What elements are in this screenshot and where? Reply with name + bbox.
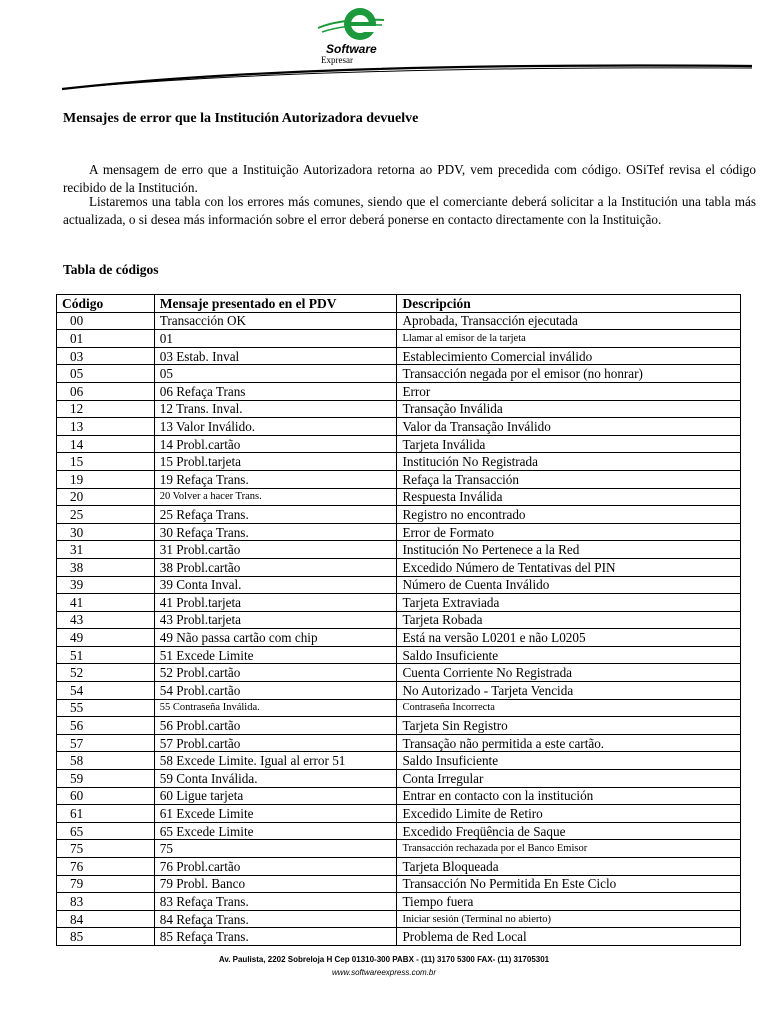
cell-code: 49: [57, 629, 155, 647]
table-row: [57, 611, 741, 629]
cell-description: Conta Irregular: [397, 770, 741, 788]
cell-code: 39: [57, 576, 155, 594]
cell-code: 83: [57, 893, 155, 911]
cell-code: 20: [57, 488, 155, 506]
cell-description: Institución No Pertenece a la Red: [397, 541, 741, 559]
cell-description: Iniciar sesión (Terminal no abierto): [397, 910, 741, 928]
cell-message: 75: [154, 840, 397, 858]
cell-message: 83 Refaça Trans.: [154, 893, 397, 911]
cell-description: Transacción negada por el emisor (no honrar): [397, 365, 741, 383]
table-row: [57, 858, 741, 876]
cell-message: 49 Não passa cartão com chip: [154, 629, 397, 647]
cell-message: 60 Ligue tarjeta: [154, 787, 397, 805]
cell-message: 06 Refaça Trans: [154, 382, 397, 400]
table-row: [57, 365, 741, 383]
cell-message: 25 Refaça Trans.: [154, 506, 397, 524]
table-row: [57, 330, 741, 348]
cell-description: Transacción rechazada por el Banco Emisor: [397, 840, 741, 858]
cell-message: 13 Valor Inválido.: [154, 418, 397, 436]
cell-code: 84: [57, 910, 155, 928]
cell-code: 43: [57, 611, 155, 629]
table-row: [57, 734, 741, 752]
cell-message: 56 Probl.cartão: [154, 717, 397, 735]
cell-code: 38: [57, 558, 155, 576]
table-row: [57, 664, 741, 682]
cell-description: Contraseña Incorrecta: [397, 699, 741, 717]
table-row: [57, 875, 741, 893]
cell-code: 13: [57, 418, 155, 436]
table-row: [57, 893, 741, 911]
cell-code: 58: [57, 752, 155, 770]
table-row: [57, 646, 741, 664]
cell-message: Transacción OK: [154, 312, 397, 330]
table-row: [57, 910, 741, 928]
brand-subtitle: Expresar: [321, 55, 353, 65]
cell-code: 55: [57, 699, 155, 717]
cell-message: 19 Refaça Trans.: [154, 470, 397, 488]
cell-code: 65: [57, 822, 155, 840]
cell-description: Transação não permitida a este cartão.: [397, 734, 741, 752]
header-swoosh-icon: [0, 58, 768, 92]
cell-description: Excedido Limite de Retiro: [397, 805, 741, 823]
table-title: Tabla de códigos: [63, 262, 159, 277]
table-header-row: [57, 295, 741, 313]
cell-code: 31: [57, 541, 155, 559]
cell-code: 41: [57, 594, 155, 612]
cell-code: 06: [57, 382, 155, 400]
cell-code: 57: [57, 734, 155, 752]
table-row: [57, 453, 741, 471]
table-row: [57, 717, 741, 735]
cell-description: Llamar al emisor de la tarjeta: [397, 330, 741, 348]
cell-message: 85 Refaça Trans.: [154, 928, 397, 946]
cell-description: Error: [397, 382, 741, 400]
table-row: [57, 312, 741, 330]
cell-message: 55 Contraseña Inválida.: [154, 699, 397, 717]
cell-message: 41 Probl.tarjeta: [154, 594, 397, 612]
table-row: [57, 682, 741, 700]
cell-description: No Autorizado - Tarjeta Vencida: [397, 682, 741, 700]
intro-paragraph-text: A mensagem de erro que a Instituição Autorizadora retorna ao PDV, vem precedida com código. OSiTef revisa el código recibido de la Institución.: [63, 162, 756, 195]
footer-website: www.softwareexpress.com.br: [331, 968, 437, 977]
cell-code: 14: [57, 435, 155, 453]
cell-code: 00: [57, 312, 155, 330]
table-row: [57, 822, 741, 840]
cell-message: 03 Estab. Inval: [154, 347, 397, 365]
cell-message: 15 Probl.tarjeta: [154, 453, 397, 471]
cell-message: 61 Excede Limite: [154, 805, 397, 823]
info-paragraph-text: Listaremos una tabla con los errores más comunes, siendo que el comerciante deberá solicitar a la Institución una tabla más actualizada, o si desea más información sobre el error deberá ponerse en contacto directamente con la Instituição.: [63, 194, 756, 227]
cell-message: 30 Refaça Trans.: [154, 523, 397, 541]
table-row: [57, 594, 741, 612]
cell-code: 12: [57, 400, 155, 418]
table-row: [57, 382, 741, 400]
cell-message: 31 Probl.cartão: [154, 541, 397, 559]
cell-code: 85: [57, 928, 155, 946]
info-paragraph: [63, 193, 756, 228]
cell-message: 54 Probl.cartão: [154, 682, 397, 700]
cell-code: 01: [57, 330, 155, 348]
cell-message: 58 Excede Limite. Igual al error 51: [154, 752, 397, 770]
table-row: [57, 629, 741, 647]
cell-description: Tarjeta Extraviada: [397, 594, 741, 612]
table-row: [57, 558, 741, 576]
table-row: [57, 506, 741, 524]
cell-code: 30: [57, 523, 155, 541]
cell-message: 39 Conta Inval.: [154, 576, 397, 594]
table-row: [57, 576, 741, 594]
table-row: [57, 805, 741, 823]
cell-code: 61: [57, 805, 155, 823]
table-row: [57, 787, 741, 805]
cell-description: Establecimiento Comercial inválido: [397, 347, 741, 365]
cell-code: 56: [57, 717, 155, 735]
cell-message: 38 Probl.cartão: [154, 558, 397, 576]
cell-code: 54: [57, 682, 155, 700]
cell-code: 51: [57, 646, 155, 664]
table-row: [57, 699, 741, 717]
cell-message: 20 Volver a hacer Trans.: [154, 488, 397, 506]
table-body: [57, 312, 741, 945]
cell-message: 65 Excede Limite: [154, 822, 397, 840]
table-row: [57, 770, 741, 788]
page-header: [0, 0, 768, 100]
cell-description: Tiempo fuera: [397, 893, 741, 911]
cell-description: Cuenta Corriente No Registrada: [397, 664, 741, 682]
cell-code: 75: [57, 840, 155, 858]
cell-description: Saldo Insuficiente: [397, 752, 741, 770]
table-row: [57, 752, 741, 770]
cell-message: 14 Probl.cartão: [154, 435, 397, 453]
cell-code: 60: [57, 787, 155, 805]
cell-description: Registro no encontrado: [397, 506, 741, 524]
header-code: Código: [57, 295, 155, 313]
cell-code: 03: [57, 347, 155, 365]
table-row: [57, 400, 741, 418]
cell-message: 05: [154, 365, 397, 383]
cell-description: Problema de Red Local: [397, 928, 741, 946]
cell-description: Institución No Registrada: [397, 453, 741, 471]
cell-code: 79: [57, 875, 155, 893]
header-description: Descripción: [397, 295, 741, 313]
page-footer: [0, 955, 768, 977]
table-row: [57, 435, 741, 453]
cell-message: 76 Probl.cartão: [154, 858, 397, 876]
header-message: Mensaje presentado en el PDV: [154, 295, 397, 313]
cell-message: 01: [154, 330, 397, 348]
table-row: [57, 347, 741, 365]
cell-code: 52: [57, 664, 155, 682]
cell-description: Transação Inválida: [397, 400, 741, 418]
footer-address: Av. Paulista, 2202 Sobreloja H Cep 01310-300 PABX - (11) 3170 5300 FAX- (11) 31705301: [218, 955, 550, 964]
cell-description: Aprobada, Transacción ejecutada: [397, 312, 741, 330]
cell-description: Saldo Insuficiente: [397, 646, 741, 664]
cell-code: 05: [57, 365, 155, 383]
cell-message: 57 Probl.cartão: [154, 734, 397, 752]
cell-description: Número de Cuenta Inválido: [397, 576, 741, 594]
cell-code: 25: [57, 506, 155, 524]
cell-description: Respuesta Inválida: [397, 488, 741, 506]
cell-description: Está na versão L0201 e não L0205: [397, 629, 741, 647]
page-title: Mensajes de error que la Institución Autorizadora devuelve: [63, 111, 419, 126]
cell-description: Tarjeta Sin Registro: [397, 717, 741, 735]
table-row: [57, 470, 741, 488]
cell-description: Valor da Transação Inválido: [397, 418, 741, 436]
cell-message: 12 Trans. Inval.: [154, 400, 397, 418]
intro-paragraph: [63, 161, 756, 196]
table-row: [57, 523, 741, 541]
cell-code: 15: [57, 453, 155, 471]
cell-description: Refaça la Transacción: [397, 470, 741, 488]
software-express-logo-icon: [312, 4, 392, 46]
table-row: [57, 488, 741, 506]
cell-message: 59 Conta Inválida.: [154, 770, 397, 788]
cell-description: Excedido Freqüência de Saque: [397, 822, 741, 840]
cell-message: 51 Excede Limite: [154, 646, 397, 664]
cell-message: 79 Probl. Banco: [154, 875, 397, 893]
cell-code: 19: [57, 470, 155, 488]
cell-code: 59: [57, 770, 155, 788]
cell-description: Tarjeta Bloqueada: [397, 858, 741, 876]
cell-description: Excedido Número de Tentativas del PIN: [397, 558, 741, 576]
table-row: [57, 541, 741, 559]
cell-message: 43 Probl.tarjeta: [154, 611, 397, 629]
cell-description: Tarjeta Inválida: [397, 435, 741, 453]
table-row: [57, 840, 741, 858]
cell-description: Error de Formato: [397, 523, 741, 541]
cell-description: Transacción No Permitida En Este Ciclo: [397, 875, 741, 893]
cell-code: 76: [57, 858, 155, 876]
cell-description: Entrar en contacto con la institución: [397, 787, 741, 805]
cell-message: 52 Probl.cartão: [154, 664, 397, 682]
cell-message: 84 Refaça Trans.: [154, 910, 397, 928]
cell-description: Tarjeta Robada: [397, 611, 741, 629]
table-row: [57, 928, 741, 946]
table-row: [57, 418, 741, 436]
error-codes-table: [56, 294, 741, 946]
brand-name: Software: [326, 42, 377, 56]
